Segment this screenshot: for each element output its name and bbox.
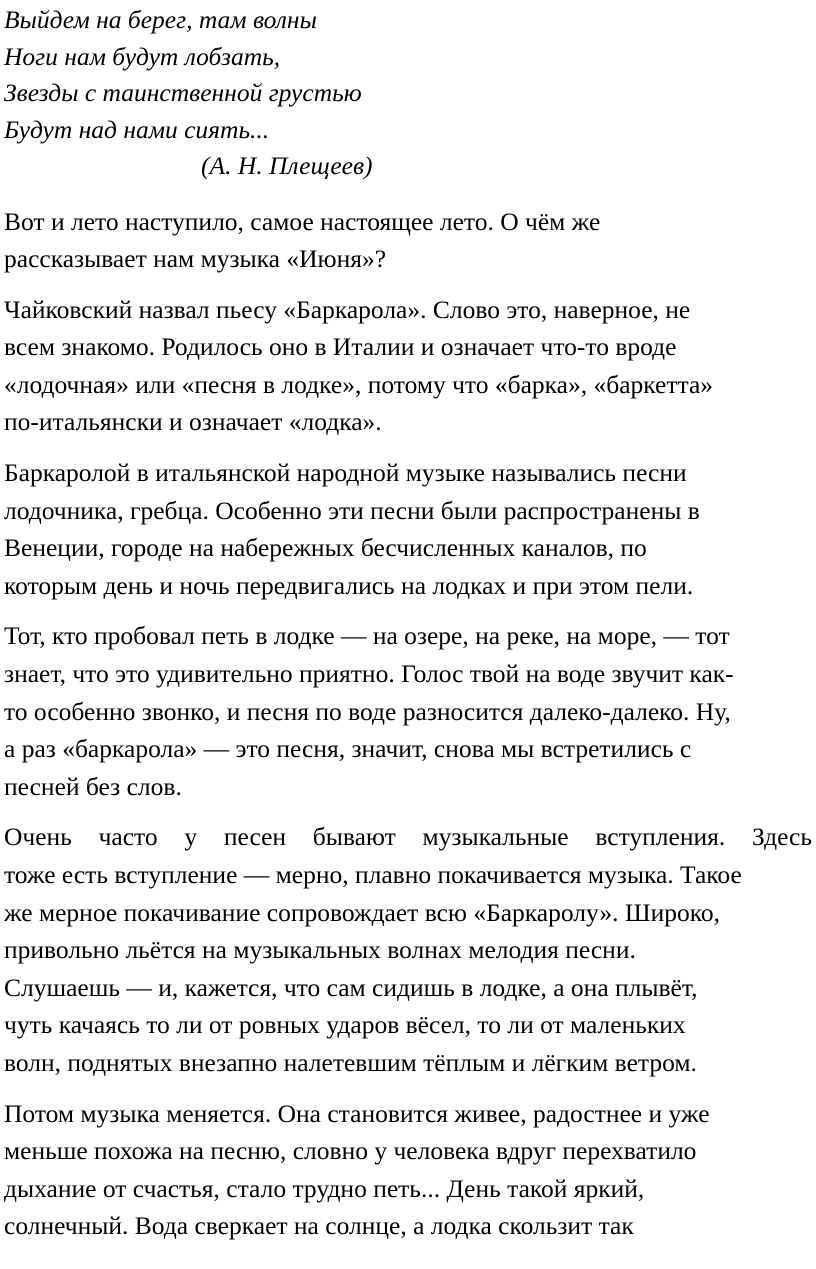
text-line: знает, что это удивительно приятно. Голос твой на воде звучит как- — [4, 659, 734, 689]
text-line: тоже есть вступление — мерно, плавно покачивается музыка. Такое — [4, 860, 742, 889]
text-line: же мерное покачивание сопровождает всю «Баркаролу». Широко, — [4, 897, 720, 927]
paragraph-introduction — [4, 818, 812, 1081]
text-line: привольно льётся на музыкальных волнах мелодия песни. — [4, 935, 636, 965]
text-line: волн, поднятых внезапно налетевшим тёплым и лёгким ветром. — [4, 1047, 697, 1077]
poem-line: Звезды с таинственной грустью — [4, 78, 362, 107]
text-line: Вот и лето наступило, самое настоящее лето. О чём же — [4, 206, 601, 236]
text-line: Чайковский назвал пьесу «Баркарола». Слово это, наверное, не — [4, 294, 691, 324]
text-line: Потом музыка меняется. Она становится живее, радостнее и уже — [4, 1098, 710, 1128]
text-line: рассказывает нам музыка «Июня»? — [4, 244, 387, 274]
paragraph-barcarolle-name — [4, 291, 812, 441]
text-line: меньше похожа на песню, словно у человека вдруг перехватило — [4, 1136, 697, 1166]
paragraph-venice — [4, 454, 812, 604]
text-line: Баркаролой в итальянской народной музыке назывались песни — [4, 458, 687, 488]
text-line: Слушаешь — и, кажется, что сам сидишь в лодке, а она плывёт, — [4, 972, 698, 1002]
document-page — [4, 0, 812, 1245]
text-line: а раз «баркарола» — это песня, значит, снова мы встретились с — [4, 734, 692, 764]
text-line: Тот, кто пробовал петь в лодке — на озере, на реке, на море, — тот — [4, 621, 730, 651]
poem-line: Ноги нам будут лобзать, — [4, 41, 281, 71]
epigraph-poem — [4, 2, 812, 185]
paragraph-music-changes — [4, 1095, 812, 1245]
text-line: по-итальянски и означает «лодка». — [4, 407, 382, 437]
text-line: то особенно звонко, и песня по воде разносится далеко-далеко. Ну, — [4, 696, 731, 726]
text-line: чуть качаясь то ли от ровных ударов вёсел, то ли от маленьких — [4, 1010, 686, 1040]
text-line: песней без слов. — [4, 771, 182, 801]
text-line: солнечный. Вода сверкает на солнце, а лодка скользит так — [4, 1211, 634, 1241]
poem-line: Будут над нами сиять... — [4, 114, 270, 144]
paragraph-singing-in-boat — [4, 617, 812, 805]
text-line: которым день и ночь передвигались на лодках и при этом пели. — [4, 570, 694, 600]
text-line: Очень часто у песен бывают музыкальные вступления. Здесь — [4, 822, 812, 852]
poem-line: Выйдем на берег, там волны — [4, 5, 317, 34]
text-line: «лодочная» или «песня в лодке», потому что «барка», «баркетта» — [4, 369, 714, 399]
paragraph-summer — [4, 203, 812, 278]
text-line: дыхание от счастья, стало трудно петь... День такой яркий, — [4, 1173, 645, 1203]
text-line: лодочника, гребца. Особенно эти песни были распространены в — [4, 495, 700, 525]
poem-author: (А. Н. Плещеев) — [201, 151, 373, 180]
text-line: всем знакомо. Родилось оно в Италии и означает что-то вроде — [4, 332, 677, 362]
text-line: Венеции, городе на набережных бесчисленных каналов, по — [4, 533, 647, 563]
